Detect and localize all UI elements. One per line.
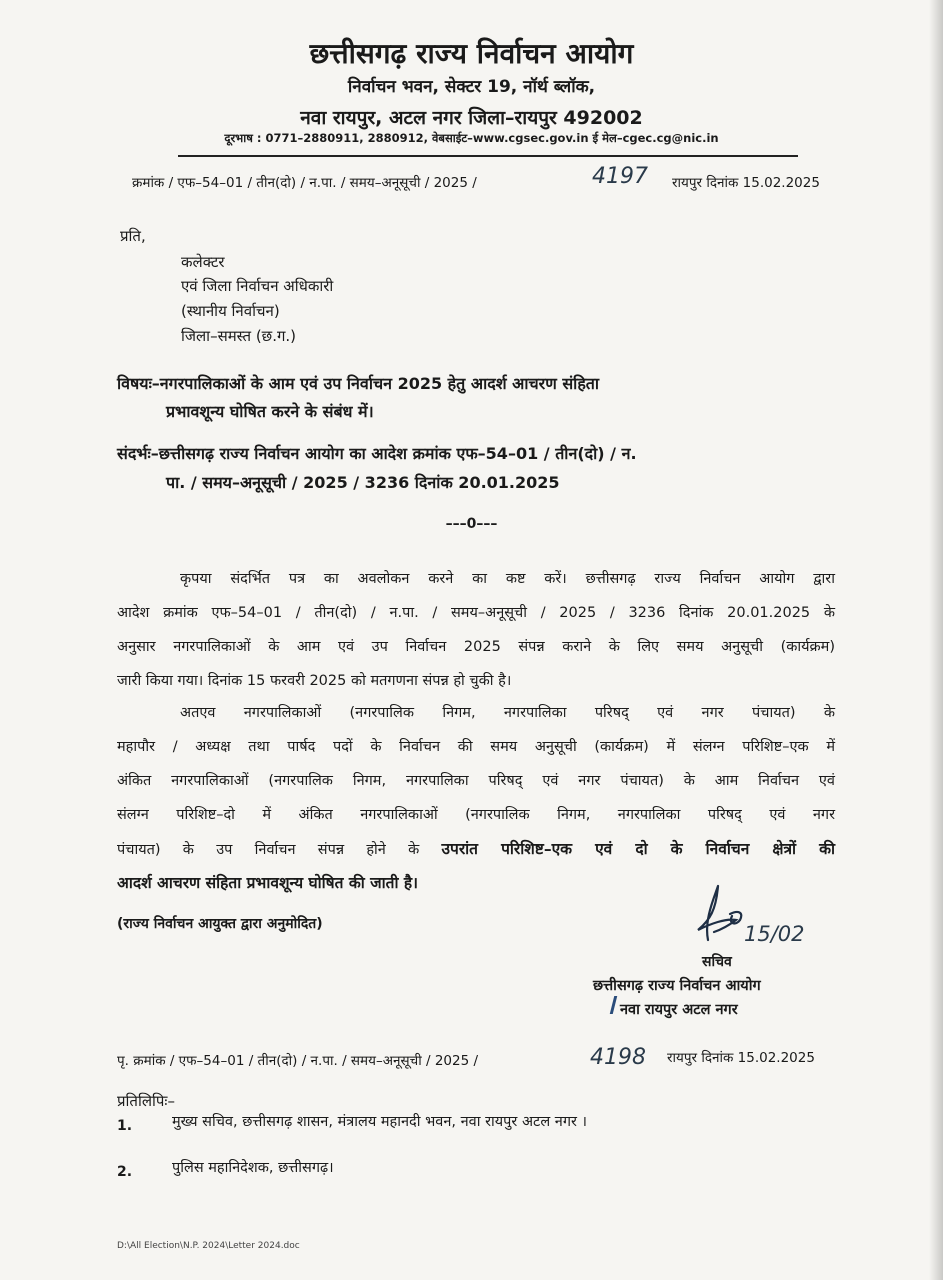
- copy-item-number: 1.: [117, 1118, 133, 1134]
- copy-item-number: 2.: [117, 1164, 133, 1180]
- paragraph-line: महापौर / अध्यक्ष तथा पार्षद पदों के निर्वाचन की समय अनुसूची (कार्यक्रम) में संलग्न परिशिष्ट–एक में: [117, 739, 835, 755]
- signature-place: नवा रायपुर अटल नगर: [620, 1002, 738, 1018]
- letterhead-address-line1: निर्वाचन भवन, सेक्टर 19, नॉर्थ ब्लॉक,: [347, 77, 596, 97]
- copy-item-text: पुलिस महानिदेशक, छत्तीसगढ़।: [172, 1160, 334, 1176]
- addressee-line: जिला–समस्त (छ.ग.): [181, 327, 297, 345]
- page-edge-shadow: [929, 0, 943, 1280]
- endorsement-handwritten-number: 4198: [590, 1045, 646, 1070]
- copy-heading: प्रतिलिपिः–: [117, 1092, 175, 1110]
- subject-line2: प्रभावशून्य घोषित करने के संबंध में।: [166, 402, 374, 421]
- signature-org: छत्तीसगढ़ राज्य निर्वाचन आयोग: [593, 978, 761, 994]
- reference-handwritten-number: 4197: [592, 164, 648, 189]
- footer-file-path: D:\All Election\N.P. 2024\Letter 2024.doc: [117, 1241, 300, 1251]
- signature-handwritten-date: 15/02: [744, 922, 805, 946]
- paragraph-line: अतएव नगरपालिकाओं (नगरपालिक निगम, नगरपालिका परिषद् एवं नगर पंचायत) के: [180, 705, 835, 721]
- endorsement-date: रायपुर दिनांक 15.02.2025: [667, 1050, 815, 1066]
- paragraph-line: आदेश क्रमांक एफ–54–01 / तीन(दो) / न.पा. / समय–अनूसूची / 2025 / 3236 दिनांक 20.01.2025 के: [117, 605, 835, 621]
- paragraph-line: कृपया संदर्भित पत्र का अवलोकन करने का कष्ट करें। छत्तीसगढ़ राज्य निर्वाचन आयोग द्वारा: [180, 571, 835, 587]
- paragraph-line: संलग्न परिशिष्ट–दो में अंकित नगरपालिकाओं (नगरपालिक निगम, नगरपालिका परिषद् एवं नगर: [117, 807, 835, 823]
- reference-number: क्रमांक / एफ–54–01 / तीन(दो) / न.पा. / समय–अनूसूची / 2025 /: [132, 175, 477, 191]
- body-paragraph-1: [117, 562, 835, 698]
- section-separator: –––0–––: [445, 516, 498, 532]
- paragraph-line: अनुसार नगरपालिकाओं के आम एवं उप निर्वाचन 2025 संपन्न कराने के लिए समय अनुसूची (कार्यक्रम): [117, 639, 835, 655]
- addressee-line: (स्थानीय निर्वाचन): [181, 302, 280, 320]
- paragraph-line: अंकित नगरपालिकाओं (नगरपालिक निगम, नगरपालिका परिषद् एवं नगर पंचायत) के आम निर्वाचन एवं: [117, 773, 835, 789]
- paragraph-line-bold: आदर्श आचरण संहिता प्रभावशून्य घोषित की जाती है।: [117, 874, 419, 892]
- paragraph-line: जारी किया गया। दिनांक 15 फरवरी 2025 को मतगणना संपन्न हो चुकी है।: [117, 673, 512, 689]
- paragraph-line: [117, 832, 835, 866]
- paragraph-line-normal: पंचायत) के उप निर्वाचन संपन्न होने के: [117, 842, 420, 858]
- letterhead-divider: [178, 155, 798, 157]
- letterhead-address-line2: नवा रायपुर, अटल नगर जिला–रायपुर 492002: [300, 107, 643, 129]
- reference-date: रायपुर दिनांक 15.02.2025: [672, 175, 820, 191]
- subject-line1: विषयः–नगरपालिकाओं के आम एवं उप निर्वाचन 2025 हेतु आदर्श आचरण संहिता: [117, 374, 600, 393]
- paragraph-line-bold: उपरांत परिशिष्ट–एक एवं दो के निर्वाचन क्षेत्रों की: [441, 840, 836, 858]
- body-paragraph-2: [117, 696, 835, 900]
- signature-designation: सचिव: [702, 954, 732, 970]
- reference-sandarbh-line1: संदर्भः–छत्तीसगढ़ राज्य निर्वाचन आयोग का आदेश क्रमांक एफ–54–01 / तीन(दो) / न.: [117, 444, 637, 463]
- copy-item-text: मुख्य सचिव, छत्तीसगढ़ शासन, मंत्रालय महानदी भवन, नवा रायपुर अटल नगर ।: [172, 1114, 588, 1130]
- letterhead-contact-line: दूरभाष : 0771–2880911, 2880912, वेबसाईट–www.cgsec.gov.in ई मेल–cgec.cg@nic.in: [224, 131, 719, 145]
- endorsement-number: पृ. क्रमांक / एफ–54–01 / तीन(दो) / न.पा. / समय–अनूसूची / 2025 /: [117, 1053, 479, 1069]
- reference-sandarbh-line2: पा. / समय–अनूसूची / 2025 / 3236 दिनांक 20.01.2025: [166, 473, 560, 492]
- pen-mark: [610, 996, 617, 1014]
- approval-note: (राज्य निर्वाचन आयुक्त द्वारा अनुमोदित): [117, 916, 323, 932]
- addressee-prati: प्रति,: [120, 227, 146, 245]
- addressee-line: कलेक्टर: [181, 253, 225, 271]
- letterhead-title: छत्तीसगढ़ राज्य निर्वाचन आयोग: [309, 37, 634, 70]
- addressee-line: एवं जिला निर्वाचन अधिकारी: [181, 277, 334, 295]
